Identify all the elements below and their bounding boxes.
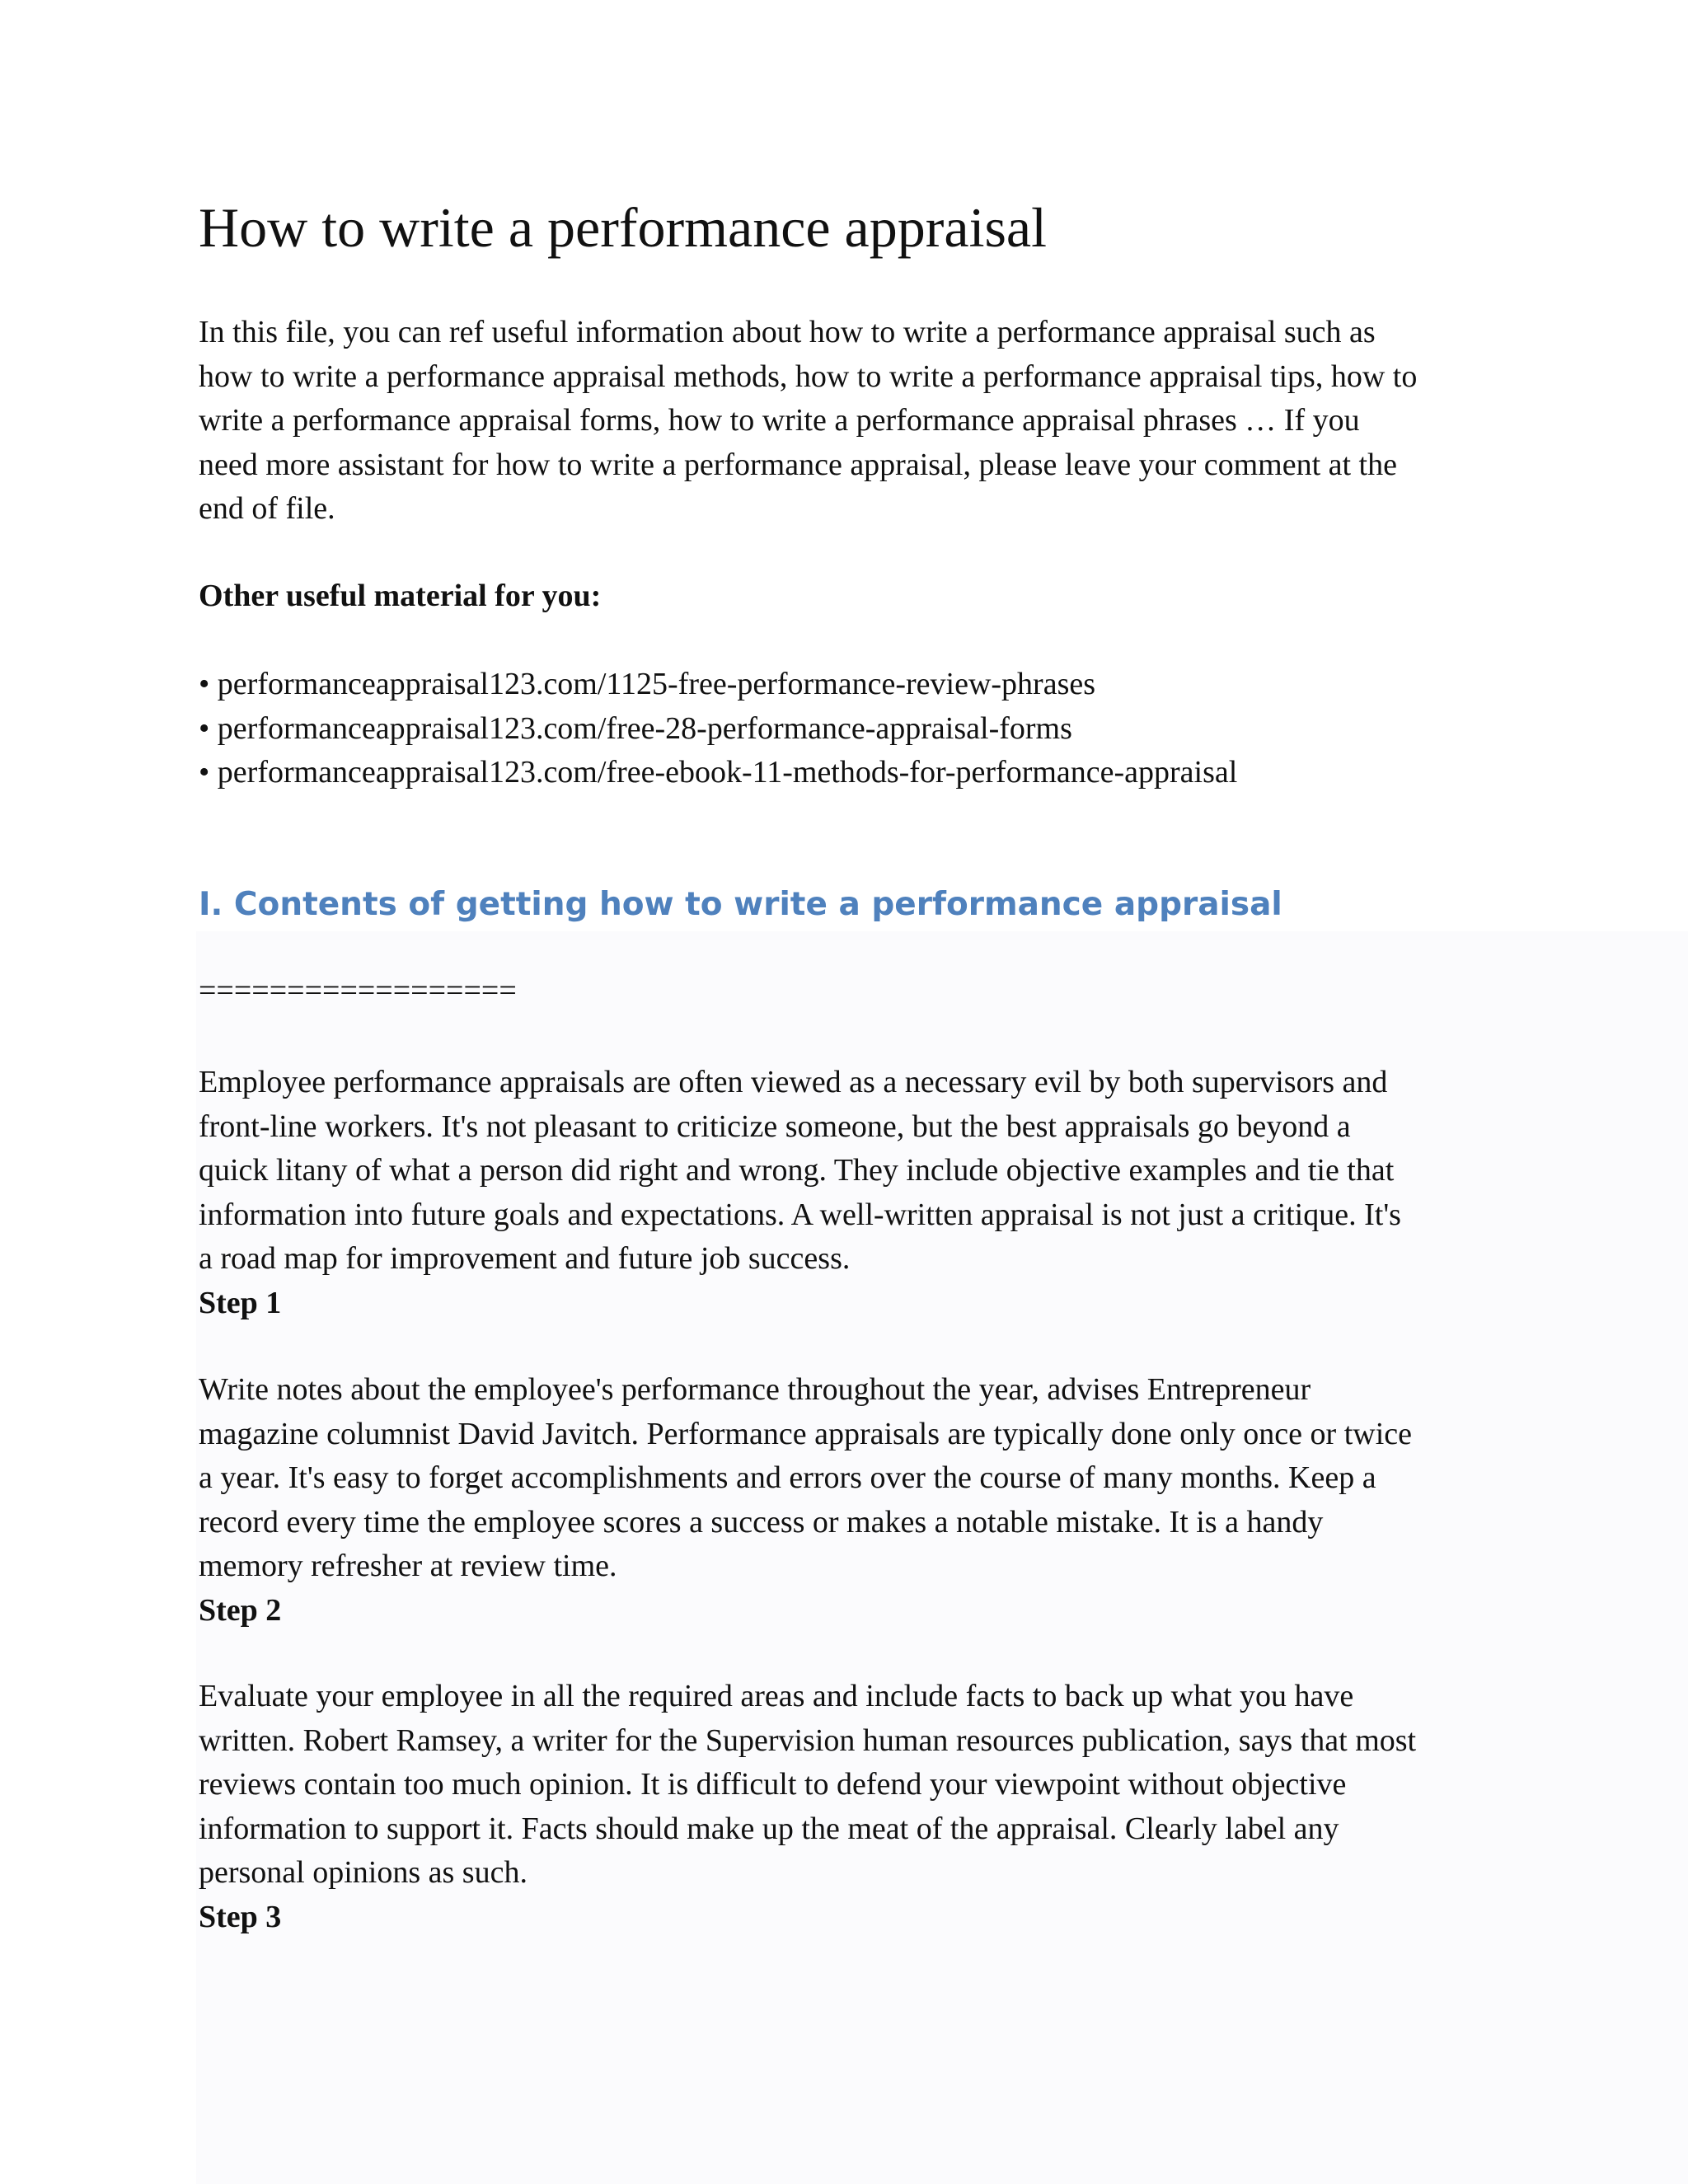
step-3-label: Step 3: [199, 1899, 282, 1934]
body-line: quick litany of what a person did right and wrong. They include objective examples and tie that: [199, 1153, 1395, 1188]
step-2-line: personal opinions as such.: [199, 1855, 528, 1890]
link-item[interactable]: • performanceappraisal123.com/free-28-performance-appraisal-forms: [199, 710, 1072, 746]
intro-line: end of file.: [199, 491, 335, 526]
step-1-line: a year. It's easy to forget accomplishments and errors over the course of many months. Keep a: [199, 1460, 1376, 1495]
section-heading: I. Contents of getting how to write a performance appraisal: [199, 886, 1282, 923]
other-material-heading: Other useful material for you:: [199, 579, 602, 613]
body-line: front-line workers. It's not pleasant to criticize someone, but the best appraisals go beyond a: [199, 1108, 1351, 1144]
separator-line: ==================: [199, 973, 517, 1008]
body-line: information into future goals and expectations. A well-written appraisal is not just a critique. It's: [199, 1197, 1401, 1232]
body-line: Employee performance appraisals are often viewed as a necessary evil by both supervisors and: [199, 1065, 1388, 1099]
step-2-line: Evaluate your employee in all the required areas and include facts to back up what you have: [199, 1679, 1354, 1713]
other-material-block: [199, 574, 1517, 619]
intro-paragraph: [199, 311, 1517, 532]
step-1-paragraph: [199, 1368, 1517, 1633]
intro-line: need more assistant for how to write a performance appraisal, please leave your comment at the: [199, 447, 1397, 482]
step-2-label: Step 2: [199, 1592, 282, 1628]
step-1-line: record every time the employee scores a success or makes a notable mistake. It is a handy: [199, 1504, 1324, 1540]
step-2-line: reviews contain too much opinion. It is difficult to defend your viewpoint without objective: [199, 1767, 1347, 1802]
page-title: How to write a performance appraisal: [199, 196, 1047, 259]
step-2-line: written. Robert Ramsey, a writer for the Supervision human resources publication, says that most: [199, 1722, 1417, 1758]
step-2-paragraph: [199, 1675, 1517, 1939]
step-1-line: magazine columnist David Javitch. Performance appraisals are typically done only once or twice: [199, 1416, 1412, 1451]
intro-line: write a performance appraisal forms, how to write a performance appraisal phrases … If you: [199, 403, 1360, 438]
intro-line: In this file, you can ref useful information about how to write a performance appraisal such as: [199, 315, 1376, 349]
body-line: a road map for improvement and future job success.: [199, 1241, 851, 1276]
link-item[interactable]: • performanceappraisal123.com/1125-free-performance-review-phrases: [199, 667, 1096, 701]
step-1-line: memory refresher at review time.: [199, 1549, 617, 1583]
link-item[interactable]: • performanceappraisal123.com/free-ebook-11-methods-for-performance-appraisal: [199, 755, 1238, 790]
intro-line: how to write a performance appraisal methods, how to write a performance appraisal tips, how to: [199, 359, 1418, 394]
step-1-line: Write notes about the employee's performance throughout the year, advises Entrepreneur: [199, 1372, 1311, 1407]
step-1-label: Step 1: [199, 1285, 282, 1320]
body-paragraph: [199, 1061, 1517, 1325]
link-list: [199, 663, 1517, 795]
step-2-line: information to support it. Facts should make up the meat of the appraisal. Clearly label any: [199, 1811, 1339, 1846]
